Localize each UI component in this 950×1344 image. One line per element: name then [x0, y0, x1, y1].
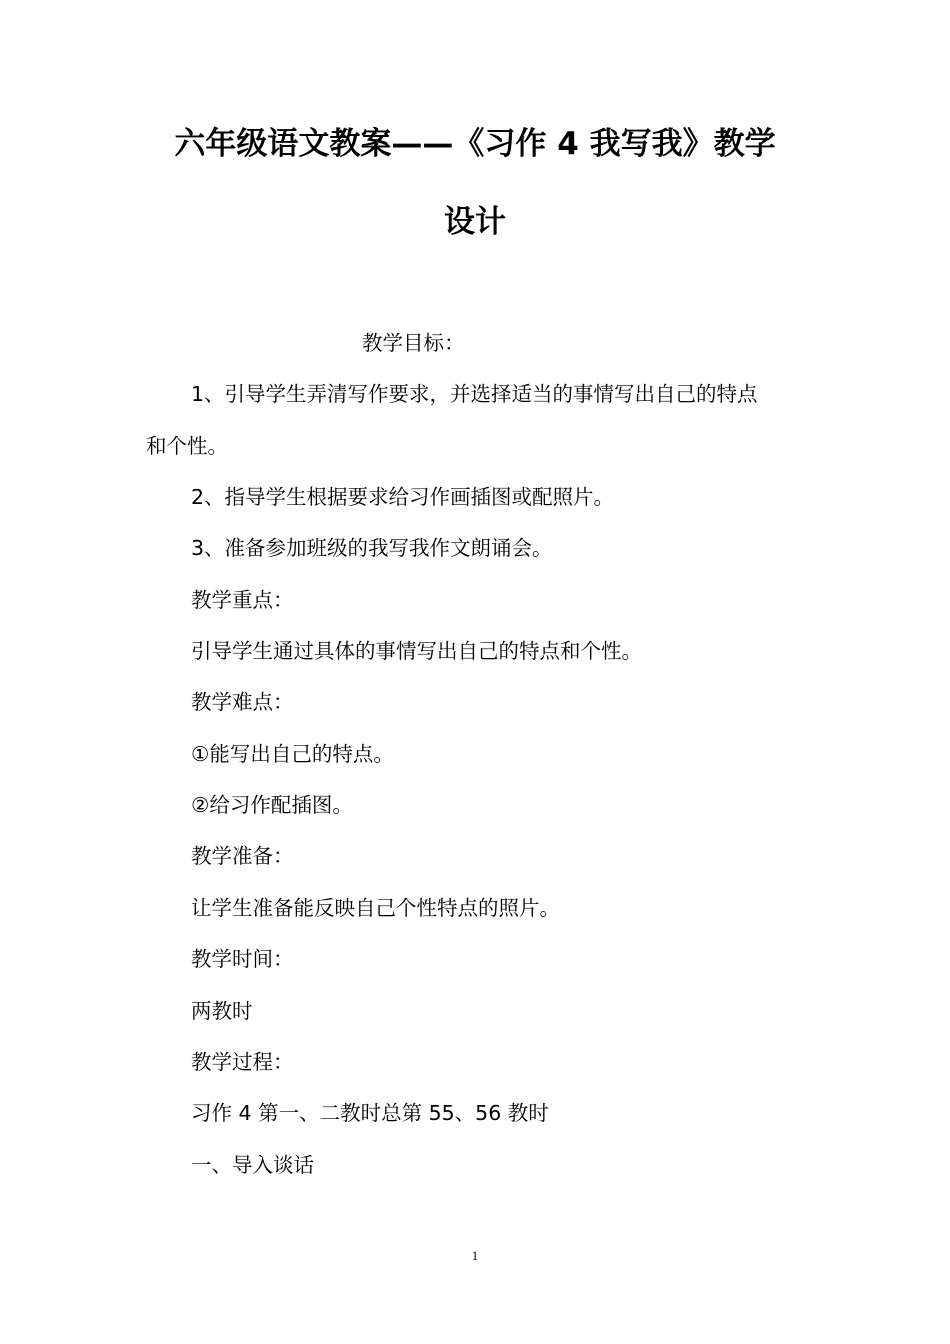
document-title-line-2: 设计: [444, 204, 506, 240]
objective-2: 2、指导学生根据要求给习作画插图或配照片。: [191, 485, 615, 509]
section-heading-difficulties: 教学难点：: [191, 690, 294, 714]
objective-1-line-2: 和个性。: [146, 434, 228, 458]
section-heading-process: 教学过程：: [191, 1050, 294, 1074]
difficulty-2: ②给习作配插图。: [191, 793, 353, 817]
difficulty-1: ①能写出自己的特点。: [191, 742, 394, 766]
objective-1-line-1: 1、引导学生弄清写作要求，并选择适当的事情写出自己的特点: [191, 382, 758, 406]
section-heading-preparation: 教学准备：: [191, 844, 294, 868]
document-title-line-1: 六年级语文教案——《习作 4 我写我》教学: [174, 126, 776, 162]
time-text: 两教时: [191, 999, 253, 1023]
process-step-1: 一、导入谈话: [191, 1153, 314, 1177]
section-heading-key-points: 教学重点：: [191, 588, 294, 612]
key-points-text: 引导学生通过具体的事情写出自己的特点和个性。: [191, 639, 642, 663]
objective-3: 3、准备参加班级的我写我作文朗诵会。: [191, 536, 553, 560]
section-heading-objectives: 教学目标：: [362, 331, 465, 355]
preparation-text: 让学生准备能反映自己个性特点的照片。: [191, 896, 560, 920]
process-lesson-header: 习作 4 第一、二教时总第 55、56 教时: [191, 1101, 549, 1125]
section-heading-time: 教学时间：: [191, 947, 294, 971]
page-number: 1: [471, 1248, 479, 1263]
